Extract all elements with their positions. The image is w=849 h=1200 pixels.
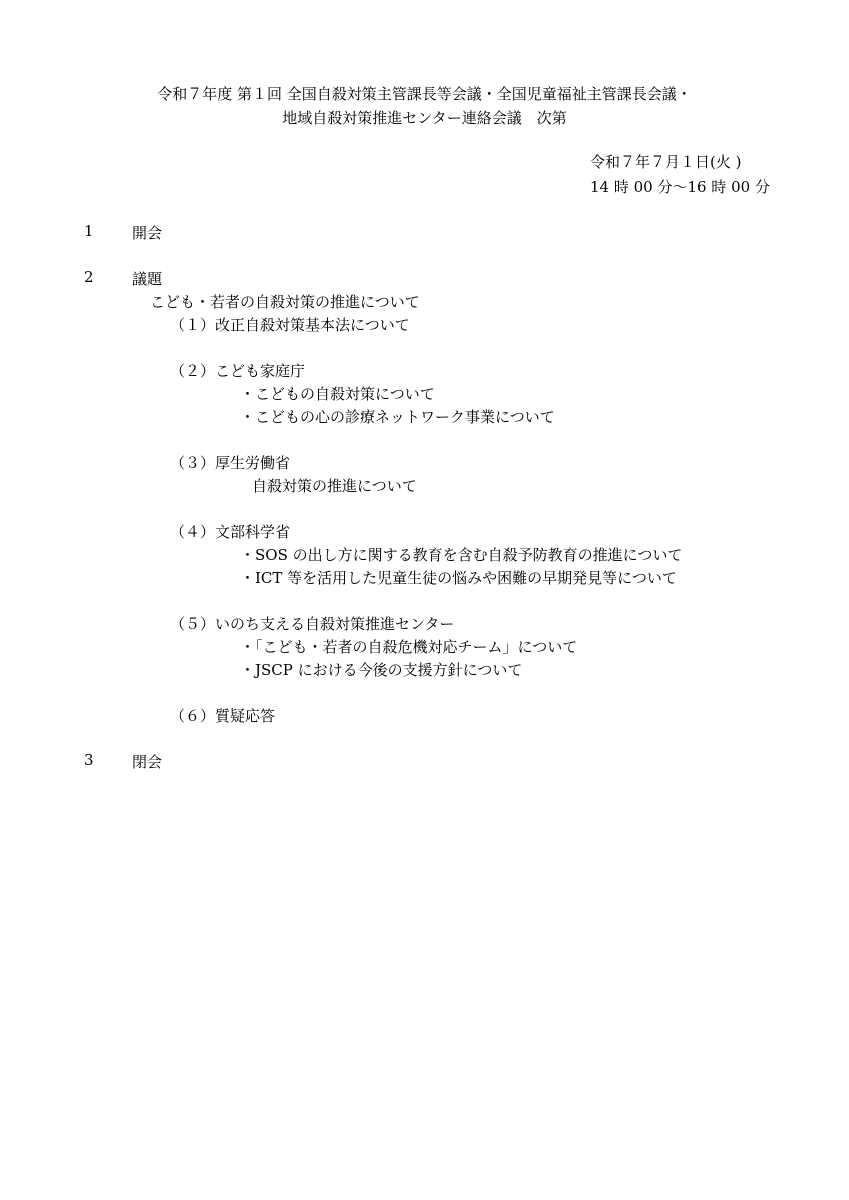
agenda-subitem: 自殺対策の推進について: [252, 477, 417, 495]
section-3-number: 3: [84, 751, 94, 769]
agenda-item-2: （２）こども家庭庁: [170, 362, 306, 380]
agenda-subitem: ・こどもの心の診療ネットワーク事業について: [240, 408, 555, 426]
agenda-item-6: （６）質疑応答: [170, 707, 276, 725]
agenda-subitem: ・「こども・若者の自殺危機対応チーム」について: [240, 638, 578, 656]
agenda-topic: こども・若者の自殺対策の推進について: [150, 293, 420, 311]
date-time-block: [590, 150, 770, 200]
section-2-label: 議題: [132, 270, 163, 288]
agenda-item-3: （３）厚生労働省: [170, 454, 291, 472]
agenda-subitem: ・SOS の出し方に関する教育を含む自殺予防教育の推進について: [240, 546, 683, 564]
agenda-subitem: ・JSCP における今後の支援方針について: [240, 661, 523, 679]
section-1-label: 開会: [132, 224, 163, 242]
section-1-number: 1: [84, 222, 94, 240]
document-title-line2: 地域自殺対策推進センター連絡会議 次第: [282, 109, 567, 127]
section-2-number: 2: [84, 268, 94, 286]
agenda-item-1: （１）改正自殺対策基本法について: [170, 316, 410, 334]
agenda-item-4: （４）文部科学省: [170, 523, 291, 541]
meeting-date: 令和７年７月１日(火 ): [590, 153, 742, 171]
section-3-label: 閉会: [132, 753, 163, 771]
document-title-line1: 令和７年度 第１回 全国自殺対策主管課長等会議・全国児童福祉主管課長会議・: [157, 85, 692, 103]
agenda-item-5: （５）いのち支える自殺対策推進センター: [170, 615, 455, 633]
agenda-subitem: ・こどもの自殺対策について: [240, 385, 435, 403]
agenda-subitem: ・ICT 等を活用した児童生徒の悩みや困難の早期発見等について: [240, 569, 677, 587]
meeting-time: 14 時 00 分～16 時 00 分: [590, 178, 770, 196]
